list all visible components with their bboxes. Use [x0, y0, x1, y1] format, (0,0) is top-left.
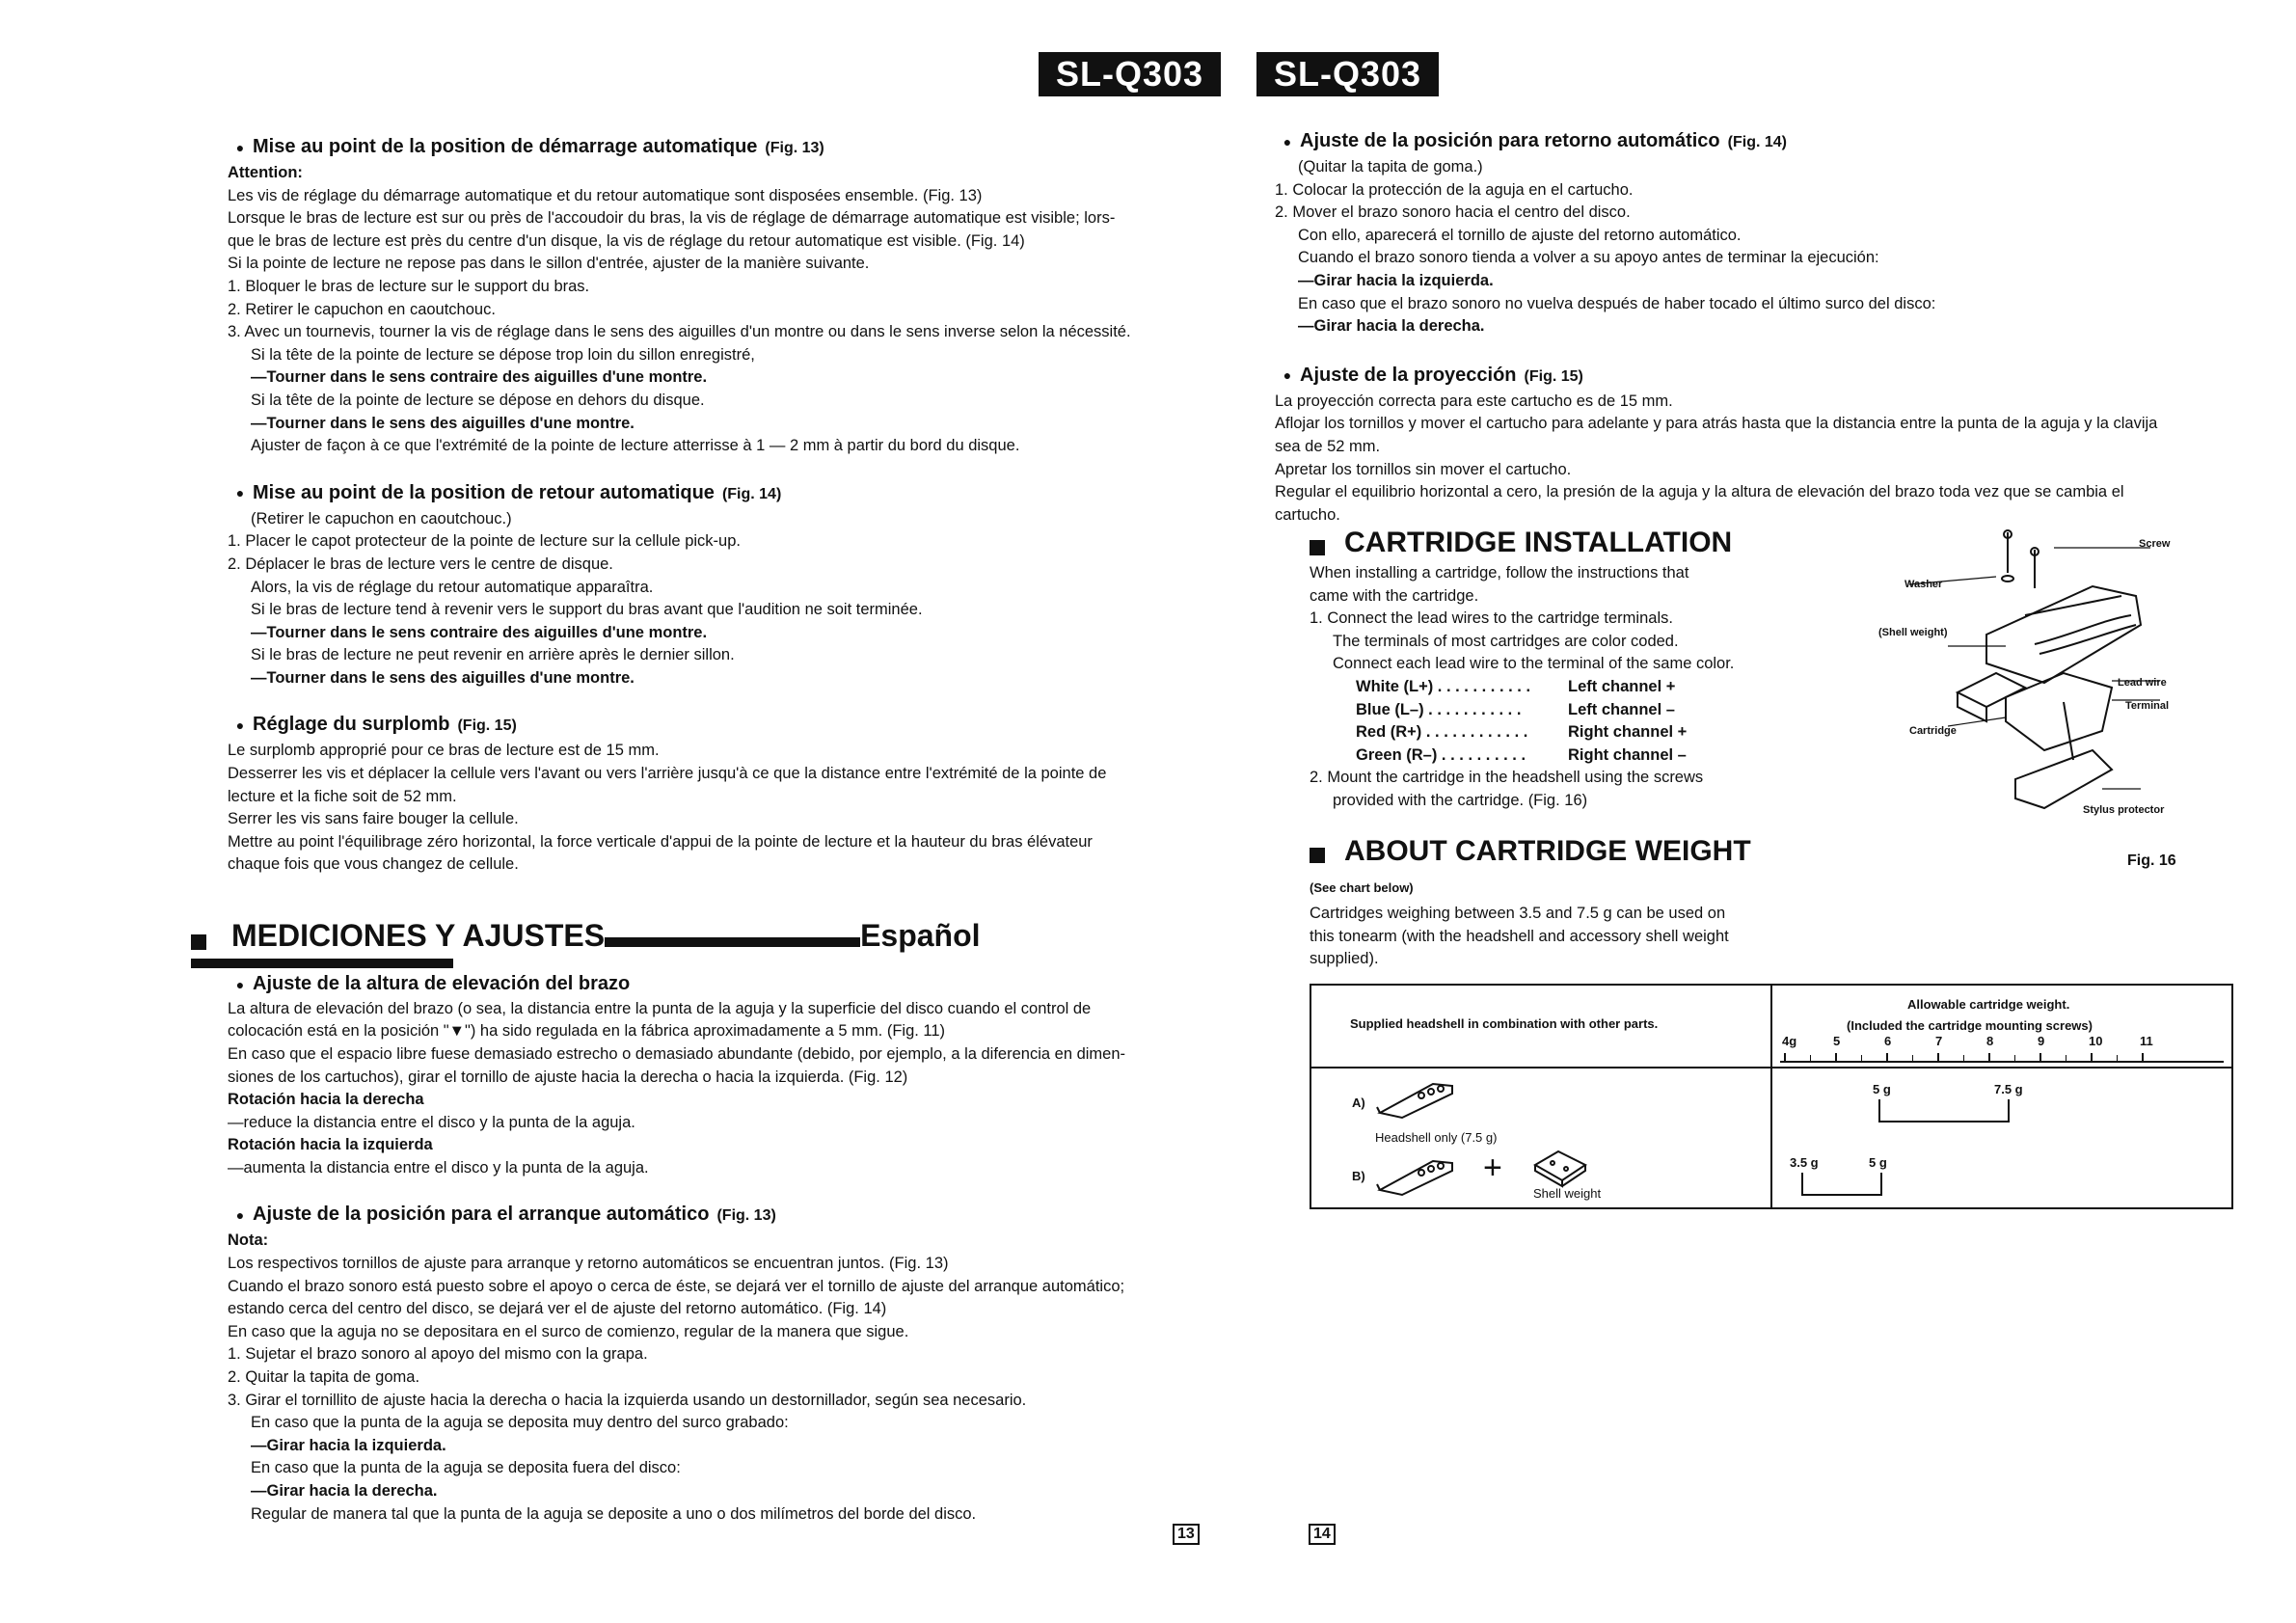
text-line: Mettre au point l'équilibrage zéro horizontal, la force verticale d'appui de la pointe de lecture et la hauteur du bras élévateur: [228, 832, 1093, 851]
table-vertical-divider: [1770, 986, 1772, 1207]
col1-header: Supplied headshell in combination with other parts.: [1350, 1016, 1659, 1031]
square-bullet-icon: [1310, 540, 1325, 555]
row-a-label: A): [1352, 1096, 1365, 1110]
scale-tick: [1784, 1053, 1786, 1062]
left-column-spanish: [228, 970, 1202, 1526]
section-title: ● Ajuste de la posición para el arranque automático (Fig. 13): [235, 1204, 776, 1226]
section-heading-title: MEDICIONES Y AJUSTES: [231, 918, 606, 953]
weight-scale: [1780, 1034, 2224, 1067]
text-line: Serrer les vis sans faire bouger la cellule.: [228, 810, 519, 828]
section-heading-language: Español: [860, 918, 981, 953]
right-column: [1275, 127, 2249, 527]
section-title: ● Réglage du surplomb (Fig. 15): [235, 714, 517, 736]
label-shell-weight: (Shell weight): [1878, 627, 1948, 638]
row-b-label: B): [1352, 1169, 1365, 1183]
text-line: Ajuster de façon à ce que l'extrémité de la pointe de lecture atterrisse à 1 — 2 mm à partir du bord du disque.: [251, 437, 1020, 455]
scale-tick-label: 6: [1884, 1034, 1892, 1048]
text-line: provided with the cartridge. (Fig. 16): [1333, 791, 1588, 809]
scale-tick: [2039, 1053, 2041, 1062]
headshell-icon: [1375, 1151, 1462, 1200]
instruction: —Girar hacia la izquierda.: [251, 1436, 446, 1454]
text-line: Con ello, aparecerá el tornillo de ajuste del retorno automático.: [1298, 226, 1742, 244]
text-line: The terminals of most cartridges are color coded.: [1333, 632, 1679, 650]
step: 2. Quitar la tapita de goma.: [228, 1368, 420, 1387]
headshell-icon: [1375, 1074, 1462, 1123]
text-line: Si le bras de lecture tend à revenir vers le support du bras avant que l'audition ne soit terminée.: [251, 601, 923, 619]
text-line: Los respectivos tornillos de ajuste para arranque y retorno automáticos se encuentran juntos. (Fig. 13): [228, 1255, 949, 1273]
cartridge-weight-table: [1310, 984, 2233, 1209]
subheading: Rotación hacia la derecha: [228, 1091, 424, 1109]
section-title: ● Mise au point de la position de retour automatique (Fig. 14): [235, 481, 782, 503]
col2-header-title: Allowable cartridge weight.: [1907, 997, 2070, 1012]
text-line: Cuando el brazo sonoro tienda a volver a su apoyo antes de terminar la ejecución:: [1298, 249, 1879, 267]
scale-minor-tick: [1912, 1055, 1914, 1062]
scale-tick: [2142, 1053, 2144, 1062]
rule-bar: [191, 959, 453, 968]
text-line: When installing a cartridge, follow the instructions that: [1310, 564, 1689, 582]
scale-tick: [1835, 1053, 1837, 1062]
text-line: this tonearm (with the headshell and accessory shell weight: [1310, 927, 1729, 945]
rule-bar: [605, 937, 860, 947]
step: 2. Mount the cartridge in the headshell using the screws: [1310, 769, 1704, 787]
instruction: —Girar hacia la derecha.: [1298, 317, 1485, 336]
step: 3. Avec un tournevis, tourner la vis de réglage dans le sens des aiguilles d'un montre ou dans le sens inverse selon la nécessité.: [228, 323, 1131, 341]
label-screw: Screw: [2139, 538, 2171, 550]
step: 1. Connect the lead wires to the cartridge terminals.: [1310, 609, 1673, 628]
fig16-caption: Fig. 16: [2127, 852, 2176, 869]
label-terminal: Terminal: [2125, 700, 2170, 712]
scale-tick-label: 5: [1833, 1034, 1841, 1048]
scale-tick: [1988, 1053, 1990, 1062]
text-line: Regular el equilibrio horizontal a cero, la presión de la aguja y la altura de elevación del brazo toda vez que se cambia el: [1275, 483, 2124, 501]
scale-tick-label: 9: [2038, 1034, 2045, 1048]
instruction: —Girar hacia la derecha.: [251, 1482, 438, 1500]
text-line: came with the cartridge.: [1310, 586, 1479, 605]
text-line: colocación está en la posición "▼") ha sido regulada en la fábrica aproximadamente a 5 mm. (Fig. 11): [228, 1022, 946, 1041]
label-lead-wire: Lead wire: [2118, 677, 2167, 689]
see-chart-note: (See chart below): [1310, 879, 1414, 895]
row-b-caption: Shell weight: [1533, 1186, 1602, 1201]
section-title: ● Ajuste de la altura de elevación del brazo: [235, 973, 631, 994]
scale-tick-label: 10: [2089, 1034, 2103, 1048]
text-line: En caso que el espacio libre fuese demasiado estrecho o demasiado abundante (debido, por ejemplo, a la diferencia en dimen-: [228, 1044, 1126, 1063]
step: 1. Placer le capot protecteur de la pointe de lecture sur la cellule pick-up.: [228, 532, 741, 551]
text-line: Desserrer les vis et déplacer la cellule vers l'avant ou vers l'arrière jusqu'à ce que la distance entre l'extrémité de la pointe de: [228, 765, 1107, 783]
text-line: chaque fois que vous changez de cellule.: [228, 855, 519, 874]
text-line: Les vis de réglage du démarrage automatique et du retour automatique sont disposées ensemble. (Fig. 13): [228, 186, 983, 204]
text-line: (Retirer le capuchon en caoutchouc.): [251, 509, 512, 527]
wire-row: Red (R+) . . . . . . . . . . . . Right channel +: [1356, 723, 1688, 742]
row-b-max: 5 g: [1869, 1155, 1887, 1170]
row-a-range-bracket: [1878, 1099, 2010, 1123]
label-stylus-protector: Stylus protector: [2083, 804, 2165, 816]
scale-tick: [1886, 1053, 1888, 1062]
left-column: [228, 133, 1202, 877]
instruction: —Tourner dans le sens des aiguilles d'une montre.: [251, 414, 635, 432]
text-line: que le bras de lecture est près du centre d'un disque, la vis de réglage du retour automatique est visible. (Fig. 14): [228, 231, 1025, 250]
row-b-min: 3.5 g: [1790, 1155, 1819, 1170]
fig16-illustration: [1871, 528, 2179, 837]
square-bullet-icon: [191, 934, 206, 950]
text-line: Si le bras de lecture ne peut revenir en arrière après le dernier sillon.: [251, 646, 735, 664]
wire-row: Green (R–) . . . . . . . . . . Right channel –: [1356, 745, 1687, 764]
model-header-right: SL-Q303: [1256, 52, 1439, 96]
text-line: (Quitar la tapita de goma.): [1298, 158, 1483, 176]
text-line: Cartridges weighing between 3.5 and 7.5 g can be used on: [1310, 905, 1726, 923]
step: 1. Sujetar el brazo sonoro al apoyo del mismo con la grapa.: [228, 1345, 648, 1364]
wire-row: Blue (L–) . . . . . . . . . . . Left channel –: [1356, 700, 1675, 718]
text-line: La proyección correcta para este cartucho es de 15 mm.: [1275, 392, 1673, 410]
text-line: La altura de elevación del brazo (o sea, la distancia entre la punta de la aguja y la superficie del disco cuando el control de: [228, 999, 1092, 1017]
text-line: —reduce la distancia entre el disco y la punta de la aguja.: [228, 1113, 635, 1131]
text-line: Si la tête de la pointe de lecture se dépose trop loin du sillon enregistré,: [251, 345, 755, 364]
model-header-left: SL-Q303: [1039, 52, 1221, 96]
subheading: Rotación hacia la izquierda: [228, 1136, 433, 1154]
instruction: —Girar hacia la izquierda.: [1298, 271, 1494, 289]
scale-tick-label: 11: [2140, 1034, 2153, 1048]
step: 1. Bloquer le bras de lecture sur le support du bras.: [228, 277, 590, 295]
row-a-min: 5 g: [1873, 1082, 1891, 1096]
step: 1. Colocar la protección de la aguja en el cartucho.: [1275, 180, 1634, 199]
scale-minor-tick: [2117, 1055, 2119, 1062]
text-line: Si la pointe de lecture ne repose pas dans le sillon d'entrée, ajuster de la manière suivante.: [228, 255, 870, 273]
text-line: Cuando el brazo sonoro está puesto sobre el apoyo o cerca de éste, se dejará ver el tornillo de ajuste del arranque automático;: [228, 1277, 1125, 1295]
step: 2. Retirer le capuchon en caoutchouc.: [228, 300, 496, 318]
text-line: Regular de manera tal que la punta de la aguja se deposite a uno o dos milímetros del borde del disco.: [251, 1504, 977, 1523]
spanish-section-heading: [191, 916, 1203, 972]
scale-tick-label: 8: [1986, 1034, 1994, 1048]
text-line: sea de 52 mm.: [1275, 437, 1381, 455]
text-line: En caso que la aguja no se depositara en el surco de comienzo, regular de la manera que sigue.: [228, 1322, 909, 1340]
label-washer: Washer: [1904, 579, 1943, 590]
row-a-max: 7.5 g: [1994, 1082, 2023, 1096]
label-cartridge: Cartridge: [1909, 725, 1957, 737]
text-line: siones de los cartuchos), girar el tornillo de ajuste hacia la derecha o hacia la izquierda. (Fig. 12): [228, 1068, 908, 1086]
section-title: ● Mise au point de la position de démarrage automatique (Fig. 13): [235, 136, 824, 157]
text-line: En caso que el brazo sonoro no vuelva después de haber tocado el último surco del disco:: [1298, 294, 1936, 312]
cartridge-installation: [1310, 524, 1792, 971]
text-line: En caso que la punta de la aguja se deposita fuera del disco:: [251, 1459, 681, 1477]
col2-header-sub: (Included the cartridge mounting screws): [1847, 1018, 2093, 1033]
text-line: Alors, la vis de réglage du retour automatique apparaîtra.: [251, 578, 654, 596]
row-b-range-bracket: [1801, 1173, 1882, 1196]
text-line: Le surplomb approprié pour ce bras de lecture est de 15 mm.: [228, 742, 660, 760]
scale-minor-tick: [2014, 1055, 2016, 1062]
scale-tick: [1937, 1053, 1939, 1062]
text-line: Apretar los tornillos sin mover el cartucho.: [1275, 460, 1572, 478]
step: 2. Mover el brazo sonoro hacia el centro del disco.: [1275, 203, 1631, 222]
weight-heading: ABOUT CARTRIDGE WEIGHT: [1310, 832, 1792, 871]
wire-row: White (L+) . . . . . . . . . . . Left channel +: [1356, 677, 1676, 695]
text-line: estando cerca del centro del disco, se dejará ver el de ajuste del retorno automático. (Fig. 14): [228, 1300, 887, 1318]
scale-tick-label: 7: [1935, 1034, 1943, 1048]
plus-icon: +: [1483, 1150, 1502, 1186]
text-line: Connect each lead wire to the terminal of the same color.: [1333, 655, 1735, 673]
text-line: lecture et la fiche soit de 52 mm.: [228, 787, 457, 805]
scale-tick: [2091, 1053, 2093, 1062]
step: 2. Déplacer le bras de lecture vers le centre de disque.: [228, 555, 613, 573]
text-line: —aumenta la distancia entre el disco y la punta de la aguja.: [228, 1158, 649, 1177]
table-horizontal-divider: [1311, 1067, 2231, 1068]
text-line: Aflojar los tornillos y mover el cartucho para adelante y para atrás hasta que la distancia entre la punta de la aguja y la clavija: [1275, 415, 2158, 433]
scale-minor-tick: [2066, 1055, 2067, 1062]
scale-tick-label: 4g: [1782, 1034, 1797, 1048]
section-title: ● Ajuste de la proyección (Fig. 15): [1283, 364, 1583, 386]
text-line: Si la tête de la pointe de lecture se dépose en dehors du disque.: [251, 391, 705, 409]
page-number-left: 13: [1173, 1524, 1200, 1545]
instruction: —Tourner dans le sens contraire des aiguilles d'une montre.: [251, 368, 708, 387]
text-line: supplied).: [1310, 950, 1379, 968]
install-heading: CARTRIDGE INSTALLATION: [1310, 524, 1792, 562]
page-number-right: 14: [1309, 1524, 1336, 1545]
text-line: cartucho.: [1275, 505, 1340, 524]
nota-label: Nota:: [228, 1231, 269, 1250]
scale-minor-tick: [1810, 1055, 1812, 1062]
text-line: Lorsque le bras de lecture est sur ou près de l'accoudoir du bras, la vis de réglage de démarrage automatique est visible; lors-: [228, 209, 1116, 228]
text-line: En caso que la punta de la aguja se deposita muy dentro del surco grabado:: [251, 1414, 789, 1432]
square-bullet-icon: [1310, 848, 1325, 863]
instruction: —Tourner dans le sens contraire des aiguilles d'une montre.: [251, 623, 708, 641]
row-a-caption: Headshell only (7.5 g): [1375, 1130, 1498, 1145]
step: 3. Girar el tornillito de ajuste hacia la derecha o hacia la izquierda usando un destornillador, según sea necesario.: [228, 1391, 1027, 1409]
scale-minor-tick: [1861, 1055, 1863, 1062]
section-title: ● Ajuste de la posición para retorno automático (Fig. 14): [1283, 130, 1787, 151]
scale-minor-tick: [1963, 1055, 1965, 1062]
instruction: —Tourner dans le sens des aiguilles d'une montre.: [251, 668, 635, 687]
attention-label: Attention:: [228, 164, 303, 181]
shell-weight-icon: [1531, 1148, 1589, 1190]
